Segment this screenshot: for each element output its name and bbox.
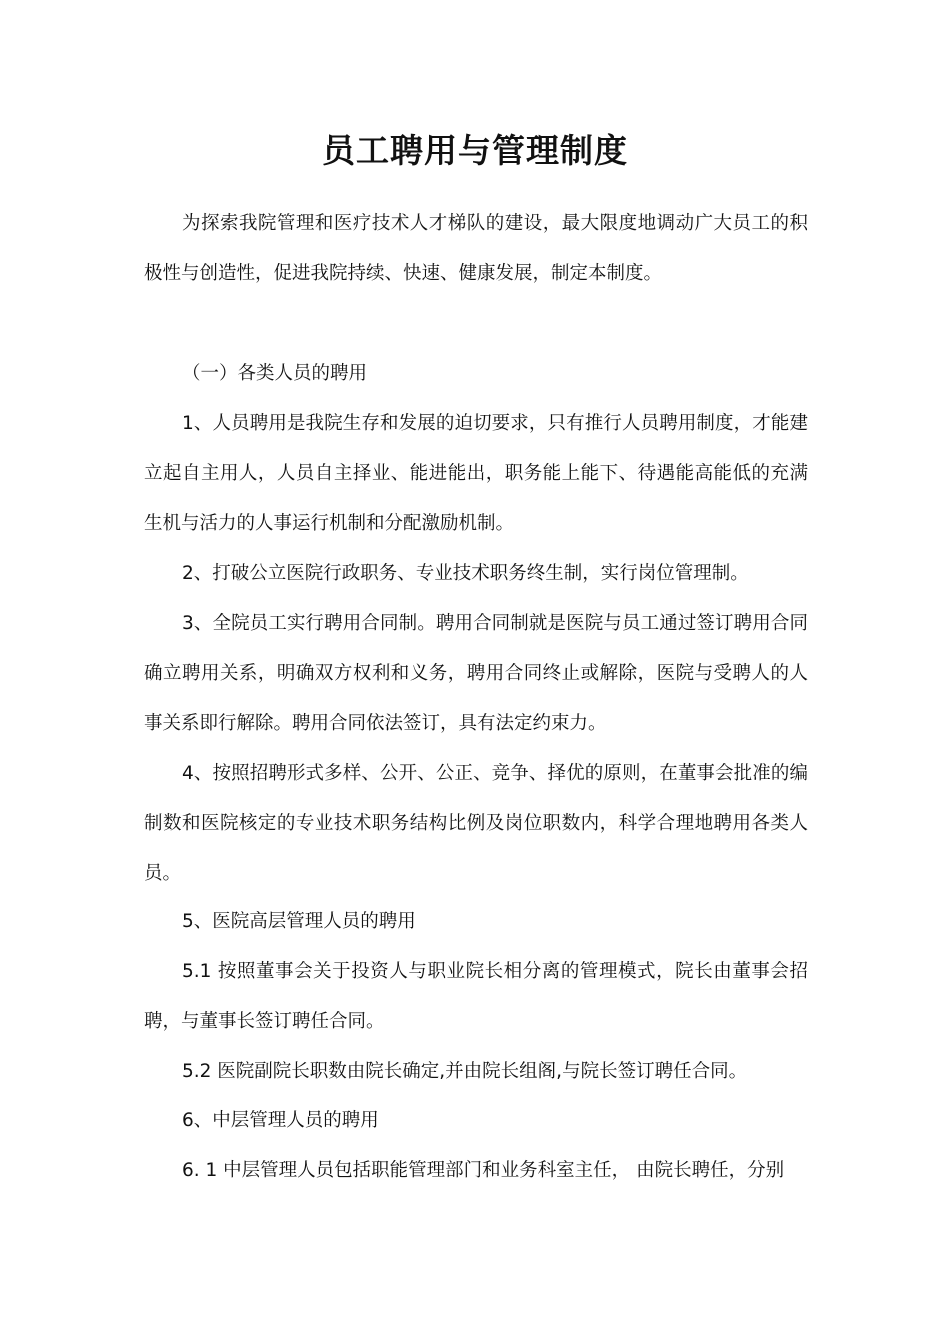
item-4-paragraph: 4、按照招聘形式多样、公开、公正、竞争、择优的原则，在董事会批准的编制数和医院核定的专业技术职务结构比例及岗位职数内，科学合理地聘用各类人员。	[144, 763, 808, 884]
item-3-paragraph: 3、全院员工实行聘用合同制。聘用合同制就是医院与员工通过签订聘用合同确立聘用关系，明确双方权利和义务，聘用合同终止或解除，医院与受聘人的人事关系即行解除。聘用合同依法签订，具有法定约束力。	[144, 613, 808, 734]
item-6-paragraph: 6、中层管理人员的聘用	[182, 1110, 379, 1131]
item-5-1-paragraph: 5.1 按照董事会关于投资人与职业院长相分离的管理模式，院长由董事会招聘，与董事长签订聘任合同。	[144, 961, 808, 1032]
intro-paragraph: 为探索我院管理和医疗技术人才梯队的建设，最大限度地调动广大员工的积极性与创造性，促进我院持续、快速、健康发展，制定本制度。	[144, 213, 808, 284]
item-2-paragraph: 2、打破公立医院行政职务、专业技术职务终生制，实行岗位管理制。	[182, 563, 749, 584]
item-5-paragraph: 5、医院高层管理人员的聘用	[182, 911, 416, 932]
section-heading: （一）各类人员的聘用	[182, 363, 368, 384]
item-1-paragraph: 1、人员聘用是我院生存和发展的迫切要求，只有推行人员聘用制度，才能建立起自主用人，人员自主择业、能进能出，职务能上能下、待遇能高能低的充满生机与活力的人事运行机制和分配激励机制。	[144, 413, 808, 534]
item-5-2-paragraph: 5.2 医院副院长职数由院长确定,并由院长组阁,与院长签订聘任合同。	[182, 1061, 748, 1082]
document-title: 员工聘用与管理制度	[322, 131, 628, 170]
item-6-1-paragraph: 6. 1 中层管理人员包括职能管理部门和业务科室主任， 由院长聘任，分别	[182, 1160, 785, 1181]
